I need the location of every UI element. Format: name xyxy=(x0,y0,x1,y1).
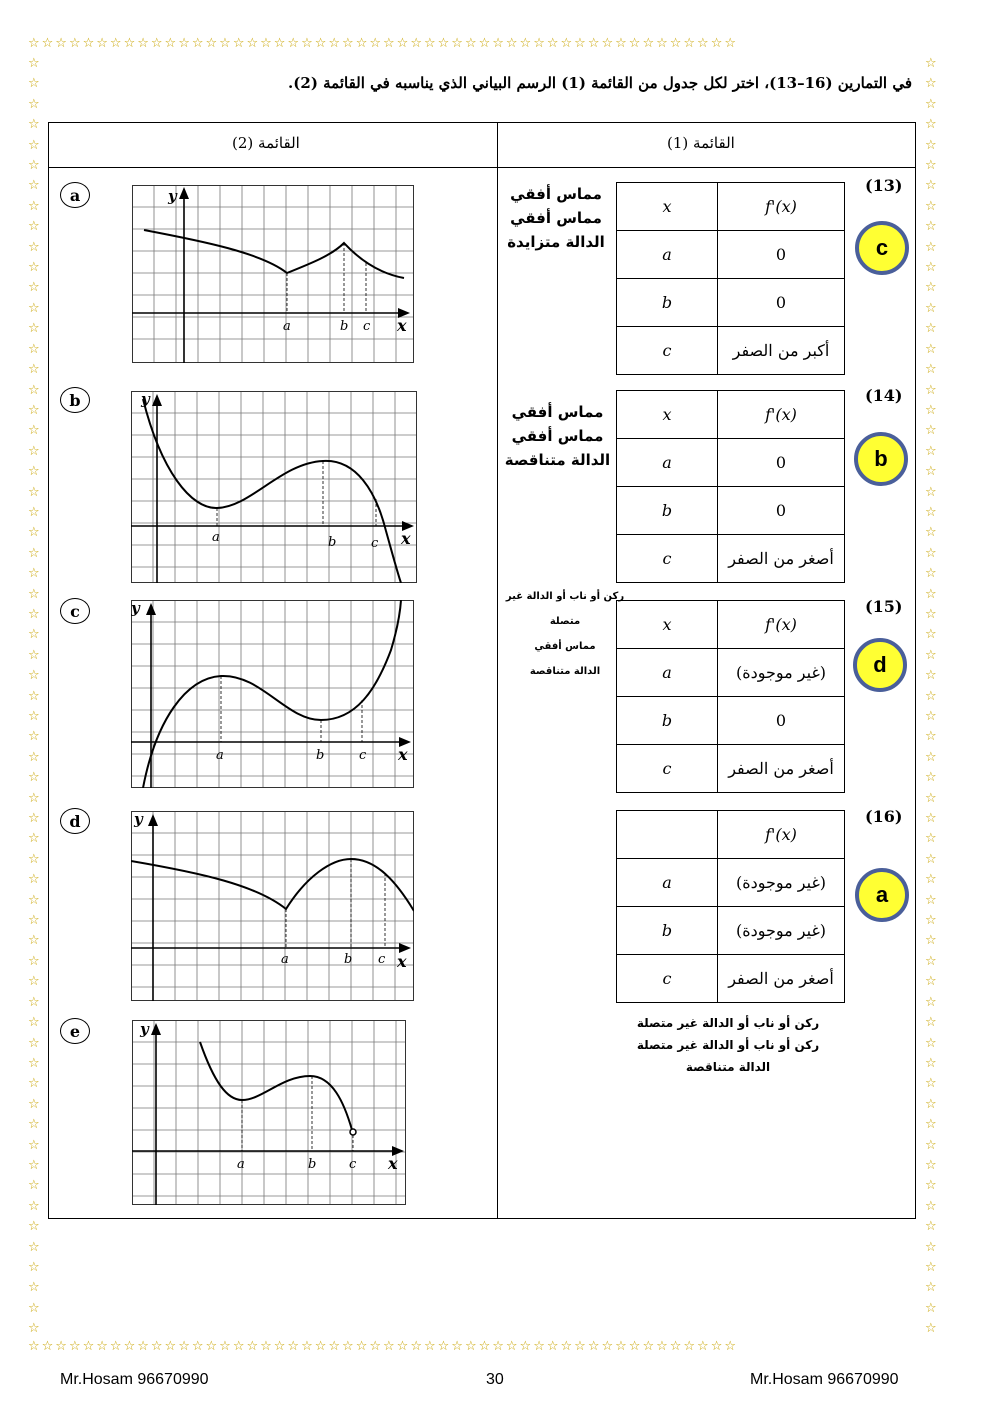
open-endpoint xyxy=(350,1129,356,1135)
star-border-left: ☆☆☆☆☆☆☆☆☆☆☆☆☆☆☆☆☆☆☆☆☆☆☆☆☆☆☆☆☆☆☆☆☆☆☆☆☆☆☆☆☆☆☆☆☆☆☆☆☆☆☆☆☆☆☆☆☆☆☆☆☆☆☆ xyxy=(28,56,40,1337)
y-label: y xyxy=(131,600,140,617)
tick-a: a xyxy=(216,748,224,763)
tick-c: c xyxy=(378,952,386,967)
y-axis-arrow xyxy=(179,187,189,199)
graph-label-c: c xyxy=(60,598,90,624)
row-x: a xyxy=(617,859,718,907)
function-curve xyxy=(131,859,414,911)
header-x xyxy=(617,811,718,859)
graph-a xyxy=(132,185,414,363)
row-x: c xyxy=(617,535,718,583)
page-number: 30 xyxy=(486,1371,504,1388)
x-label: x xyxy=(401,529,411,548)
header-fprime: f'(x) xyxy=(718,183,845,231)
function-curve xyxy=(144,230,404,278)
y-label: y xyxy=(141,391,150,408)
header-fprime: f'(x) xyxy=(718,811,845,859)
row-fprime: (غير موجودة) xyxy=(718,859,845,907)
row-fprime: 0 xyxy=(718,279,845,327)
graph-frame xyxy=(133,186,414,363)
row-fprime: (غير موجودة) xyxy=(718,649,845,697)
y-label: y xyxy=(168,187,177,205)
row-x: c xyxy=(617,745,718,793)
row-fprime: 0 xyxy=(718,231,845,279)
graph-d xyxy=(131,811,414,1001)
tick-b: b xyxy=(344,952,353,967)
y-axis-arrow xyxy=(148,814,158,826)
graph-label-e: e xyxy=(60,1018,90,1044)
tick-a: a xyxy=(283,319,291,334)
footer-left: Mr.Hosam 96670990 xyxy=(60,1371,209,1388)
exercise-number-13: (13) xyxy=(865,176,903,195)
y-axis-arrow xyxy=(146,603,156,615)
star-border-right: ☆☆☆☆☆☆☆☆☆☆☆☆☆☆☆☆☆☆☆☆☆☆☆☆☆☆☆☆☆☆☆☆☆☆☆☆☆☆☆☆☆☆☆☆☆☆☆☆☆☆☆☆☆☆☆☆☆☆☆☆☆☆☆ xyxy=(925,56,937,1337)
exercise-number-14: (14) xyxy=(865,386,903,405)
exercise-14-table xyxy=(616,390,845,583)
row-fprime: أصغر من الصفر xyxy=(718,955,845,1003)
y-label: y xyxy=(134,811,143,828)
answer-badge-16: a xyxy=(855,868,909,922)
tick-c: c xyxy=(363,319,371,334)
row-x: b xyxy=(617,907,718,955)
header-x: x xyxy=(617,391,718,439)
row-fprime: أكبر من الصفر xyxy=(718,327,845,375)
notes-14: مماس أفقي مماس أفقي الدالة متناقصة xyxy=(504,403,611,469)
row-x: a xyxy=(617,439,718,487)
answer-badge-15: d xyxy=(853,638,907,692)
row-x: a xyxy=(617,231,718,279)
answer-badge-13: c xyxy=(855,221,909,275)
tick-b: b xyxy=(340,319,349,334)
tick-c: c xyxy=(359,748,367,763)
graph-label-d: d xyxy=(60,808,90,834)
row-fprime: (غير موجودة) xyxy=(718,907,845,955)
answer-badge-14: b xyxy=(854,432,908,486)
x-label: x xyxy=(397,952,407,971)
tick-c: c xyxy=(349,1157,357,1172)
header-fprime: f'(x) xyxy=(718,601,845,649)
instructions-title: في التمارين (16–13)، اختر لكل جدول من القائمة (1) الرسم البياني الذي يناسبه في القائمة (2). xyxy=(288,74,912,92)
header-fprime: f'(x) xyxy=(718,391,845,439)
graph-label-a: a xyxy=(60,182,90,208)
tick-a: a xyxy=(281,952,289,967)
tick-a: a xyxy=(237,1157,245,1172)
grid xyxy=(132,185,414,363)
notes-16: ركن أو ناب أو الدالة غير متصلة ركن أو ناب أو الدالة غير متصلة الدالة متناقصة xyxy=(636,1016,820,1074)
exercise-13-table xyxy=(616,182,845,375)
tick-a: a xyxy=(212,530,220,545)
graph-c xyxy=(131,600,414,788)
tick-b: b xyxy=(308,1157,317,1172)
x-label: x xyxy=(398,745,408,764)
function-curve xyxy=(143,399,401,583)
row-fprime: 0 xyxy=(718,487,845,535)
exercise-15-table xyxy=(616,600,845,793)
footer-right: Mr.Hosam 96670990 xyxy=(750,1371,899,1388)
row-x: c xyxy=(617,955,718,1003)
row-fprime: 0 xyxy=(718,439,845,487)
star-border-top: ☆☆☆☆☆☆☆☆☆☆☆☆☆☆☆☆☆☆☆☆☆☆☆☆☆☆☆☆☆☆☆☆☆☆☆☆☆☆☆☆☆☆☆☆☆☆☆☆☆☆☆☆ xyxy=(28,37,739,51)
exercise-number-16: (16) xyxy=(865,807,903,826)
header-x: x xyxy=(617,183,718,231)
exercise-16-table xyxy=(616,810,845,1003)
graph-e xyxy=(132,1020,406,1205)
y-axis-arrow xyxy=(152,394,162,406)
x-label: x xyxy=(388,1154,398,1173)
row-fprime: أصغر من الصفر xyxy=(718,745,845,793)
graph-label-b: b xyxy=(60,387,90,413)
row-x: b xyxy=(617,279,718,327)
notes-15: ركن أو ناب أو الدالة غير متصلة مماس أفقي الدالة متناقصة xyxy=(505,591,625,677)
row-x: c xyxy=(617,327,718,375)
list1-header: القائمة (1) xyxy=(667,134,735,152)
notes-13: مماس أفقي مماس أفقي الدالة متزايدة xyxy=(507,185,605,251)
row-x: b xyxy=(617,697,718,745)
tick-b: b xyxy=(316,748,325,763)
row-x: a xyxy=(617,649,718,697)
row-fprime: 0 xyxy=(718,697,845,745)
exercise-number-15: (15) xyxy=(865,597,903,616)
list2-header: القائمة (2) xyxy=(232,134,300,152)
tick-c: c xyxy=(371,536,379,551)
row-x: b xyxy=(617,487,718,535)
y-axis-arrow xyxy=(151,1023,161,1035)
x-label: x xyxy=(397,316,407,335)
header-divider xyxy=(48,167,916,168)
row-fprime: أصغر من الصفر xyxy=(718,535,845,583)
header-x: x xyxy=(617,601,718,649)
y-label: y xyxy=(140,1020,149,1038)
graph-b xyxy=(131,391,417,583)
star-border-bottom: ☆☆☆☆☆☆☆☆☆☆☆☆☆☆☆☆☆☆☆☆☆☆☆☆☆☆☆☆☆☆☆☆☆☆☆☆☆☆☆☆☆☆☆☆☆☆☆☆☆☆☆☆ xyxy=(28,1340,739,1354)
tick-b: b xyxy=(328,535,337,550)
